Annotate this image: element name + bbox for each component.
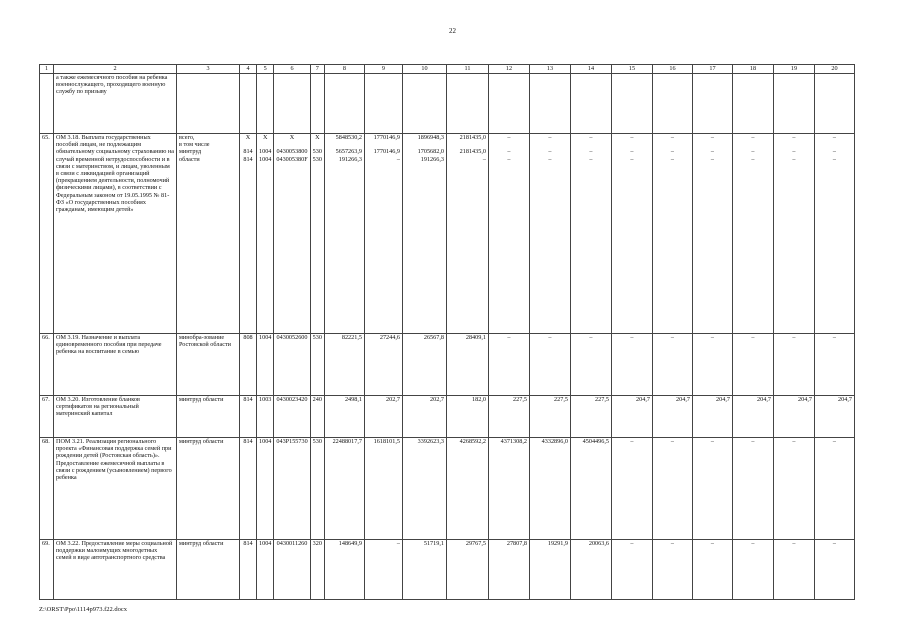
cell-c6	[274, 134, 310, 334]
amount-year: 227,5	[488, 396, 529, 438]
table-row	[40, 438, 855, 540]
sub-value	[695, 141, 730, 148]
sub-value: –	[832, 148, 836, 156]
amount-c11: 28409,1	[446, 334, 488, 396]
header-cell: 11	[446, 65, 488, 74]
sub-value: –	[670, 155, 674, 163]
sub-value: –	[710, 148, 714, 156]
code-c7: 240	[310, 396, 324, 438]
table-row	[40, 396, 855, 438]
code-c7: 530	[310, 438, 324, 540]
sub-value	[655, 141, 690, 148]
sub-value	[573, 141, 609, 148]
sub-value: в том числе	[179, 141, 210, 149]
header-cell: 16	[652, 65, 692, 74]
sub-value: –	[670, 134, 674, 141]
sub-value: –	[589, 155, 593, 163]
code-c4: 814	[240, 396, 257, 438]
code-c4: 808	[240, 334, 257, 396]
sub-value: –	[751, 134, 755, 141]
amount-c10: 3392623,3	[402, 438, 446, 540]
amount-c11: 4268592,2	[446, 438, 488, 540]
executor: минобра-зование Ростовской области	[177, 334, 240, 396]
sub-value: –	[832, 134, 836, 141]
sub-value: –	[507, 134, 511, 141]
header-cell: 3	[177, 65, 240, 74]
cell-c11	[446, 134, 488, 334]
sub-value: 191266,3	[420, 155, 444, 163]
amount-c11: 29767,5	[446, 540, 488, 600]
header-cell: 5	[257, 65, 274, 74]
sub-value: 5657263,9	[335, 148, 362, 156]
cell-year	[732, 134, 773, 334]
sub-value	[242, 141, 254, 148]
header-cell: 8	[324, 65, 364, 74]
sub-value: Х	[289, 134, 295, 141]
sub-value: 2181435,0	[459, 134, 486, 141]
sub-value: –	[792, 148, 796, 156]
measure-name: ПОМ 3.21. Реализация регионального проекта «Финансовая поддержка семей при рождении детей (Ростовская область)». Предоставление ежемесячной выплаты в связи с рождением (усыновлением) первого ребенка	[54, 438, 177, 540]
amount-c10: 202,7	[402, 396, 446, 438]
amount-year: –	[529, 334, 570, 396]
amount-year: –	[732, 438, 773, 540]
header-cell: 14	[570, 65, 611, 74]
amount-year: 204,7	[773, 396, 814, 438]
amount-c8: 82221,5	[324, 334, 364, 396]
sub-value: 5848530,2	[335, 134, 362, 141]
measure-name: ОМ 3.19. Назначение и выплата единовременного пособия при передаче ребенка на воспитание в семью	[54, 334, 177, 396]
code-c6: 043P155730	[274, 438, 310, 540]
amount-year: –	[732, 334, 773, 396]
sub-value: 1705682,0	[417, 148, 444, 156]
executor: минтруд области	[177, 396, 240, 438]
amount-year: –	[652, 334, 692, 396]
header-cell: 7	[310, 65, 324, 74]
amount-year: 204,7	[814, 396, 854, 438]
amount-year: –	[652, 438, 692, 540]
amount-year: –	[692, 540, 732, 600]
amount-year: –	[814, 540, 854, 600]
amount-year: –	[773, 438, 814, 540]
sub-value	[614, 141, 650, 148]
header-cell: 10	[402, 65, 446, 74]
sub-value: –	[548, 155, 552, 163]
table-row	[40, 540, 855, 600]
measure-name: ОМ 3.18. Выплата государственных пособий лицам, не подлежащим обязательному социальному страхованию на случай временной нетрудоспособности и в связи с материнством, и лицам, уволенным в связи с ликвидацией организаций (прекращением деятельности, полномочий физическими лицами), в соответствии с Федеральным законом от 19.05.1995 № 81-ФЗ «О государственных пособиях гражданам, имеющим детей»	[54, 134, 177, 334]
cell-year	[529, 134, 570, 334]
cell-c4	[240, 134, 257, 334]
amount-c8: 22488017,7	[324, 438, 364, 540]
continuation-row	[40, 74, 855, 134]
header-cell: 13	[529, 65, 570, 74]
header-cell: 19	[773, 65, 814, 74]
header-row	[40, 65, 855, 74]
cell-c3	[177, 134, 240, 334]
code-c4: 814	[240, 540, 257, 600]
code-c5: 1004	[257, 540, 274, 600]
row-number: 67.	[40, 396, 54, 438]
amount-year: –	[611, 334, 652, 396]
amount-year: –	[814, 438, 854, 540]
amount-c9: 27244,6	[364, 334, 402, 396]
amount-year: 204,7	[692, 396, 732, 438]
cell-c10	[402, 134, 446, 334]
sub-value	[276, 141, 307, 148]
sub-value: всего,	[179, 134, 195, 141]
code-c4: 814	[240, 438, 257, 540]
measure-name: ОМ 3.20. Изготовление бланков сертификатов на региональный материнский капитал	[54, 396, 177, 438]
sub-value	[367, 141, 400, 148]
sub-value: –	[751, 148, 755, 156]
page-number: 22	[449, 27, 456, 35]
measure-name: ОМ 3.22. Предоставление меры социальной поддержки малоимущих многодетных семей в виде автотранспортного средства	[54, 540, 177, 600]
sub-value: 530	[312, 148, 322, 156]
cell-year	[611, 134, 652, 334]
sub-value: Х	[315, 134, 320, 141]
sub-value: –	[630, 155, 634, 163]
amount-year: –	[692, 438, 732, 540]
amount-c9: –	[364, 540, 402, 600]
sub-value: –	[396, 155, 400, 163]
sub-value: 1770146,9	[373, 148, 400, 156]
amount-year: 4504496,5	[570, 438, 611, 540]
amount-year: 204,7	[732, 396, 773, 438]
sub-value	[313, 141, 322, 148]
sub-value	[405, 141, 444, 148]
sub-value: 043005380F	[276, 155, 308, 163]
code-c5: 1003	[257, 396, 274, 438]
sub-value: 530	[312, 155, 322, 163]
sub-value	[532, 141, 568, 148]
cell-year	[814, 134, 854, 334]
header-cell: 18	[732, 65, 773, 74]
table-row	[40, 334, 855, 396]
amount-year: –	[570, 334, 611, 396]
sub-value: 814	[243, 148, 253, 156]
cell-year	[570, 134, 611, 334]
sub-value: 2181435,0	[459, 148, 486, 156]
code-c7: 530	[310, 334, 324, 396]
amount-year: –	[611, 540, 652, 600]
sub-value: –	[792, 134, 796, 141]
sub-value: 1896948,3	[417, 134, 444, 141]
amount-year: –	[692, 334, 732, 396]
sub-value: –	[792, 155, 796, 163]
sub-value: –	[710, 134, 714, 141]
amount-c8: 148649,9	[324, 540, 364, 600]
amount-year: –	[488, 334, 529, 396]
header-cell: 1	[40, 65, 54, 74]
amount-year: 227,5	[570, 396, 611, 438]
cell-c5	[257, 134, 274, 334]
sub-value: –	[630, 134, 634, 141]
sub-value: –	[710, 155, 714, 163]
amount-c10: 26567,8	[402, 334, 446, 396]
amount-c9: 202,7	[364, 396, 402, 438]
header-cell: 4	[240, 65, 257, 74]
header-cell: 12	[488, 65, 529, 74]
row-number: 69.	[40, 540, 54, 600]
cell-year	[652, 134, 692, 334]
amount-year: 204,7	[611, 396, 652, 438]
amount-year: 227,5	[529, 396, 570, 438]
amount-c11: 182,0	[446, 396, 488, 438]
amount-year: 4332896,0	[529, 438, 570, 540]
amount-year: 27807,8	[488, 540, 529, 600]
header-cell: 6	[274, 65, 310, 74]
sub-value: 0430053800	[276, 148, 308, 156]
header-cell: 17	[692, 65, 732, 74]
sub-value: –	[548, 148, 552, 156]
amount-year: –	[773, 334, 814, 396]
row-number: 68.	[40, 438, 54, 540]
sub-value: –	[670, 148, 674, 156]
code-c5: 1004	[257, 334, 274, 396]
sub-value: –	[507, 148, 511, 156]
header-cell: 2	[54, 65, 177, 74]
executor: минтруд области	[177, 438, 240, 540]
row-number: 65.	[40, 134, 54, 334]
sub-value: –	[548, 134, 552, 141]
executor: минтруд области	[177, 540, 240, 600]
sub-value: 814	[243, 155, 253, 163]
cell-c9	[364, 134, 402, 334]
cell-c7	[310, 134, 324, 334]
sub-value: –	[589, 148, 593, 156]
amount-year: 204,7	[652, 396, 692, 438]
code-c6: 0430023420	[274, 396, 310, 438]
cell-year	[773, 134, 814, 334]
table-row	[40, 134, 855, 334]
code-c7: 320	[310, 540, 324, 600]
file-path: Z:\ORST\Ppo\1114p973.f22.docx	[39, 606, 127, 613]
sub-value: 1004	[259, 148, 272, 156]
amount-year: –	[611, 438, 652, 540]
sub-value: 1004	[259, 155, 272, 163]
code-c6: 0430011260	[274, 540, 310, 600]
header-cell: 9	[364, 65, 402, 74]
header-cell: 20	[814, 65, 854, 74]
amount-year: 4371308,2	[488, 438, 529, 540]
cell-c8	[324, 134, 364, 334]
amount-year: –	[732, 540, 773, 600]
amount-year: –	[773, 540, 814, 600]
amount-c10: 51719,1	[402, 540, 446, 600]
sub-value: области	[179, 155, 200, 163]
sub-value: –	[832, 155, 836, 163]
amount-c8: 2498,1	[324, 396, 364, 438]
cell-year	[692, 134, 732, 334]
sub-value	[776, 141, 812, 148]
amount-c9: 1618101,5	[364, 438, 402, 540]
amount-year: –	[814, 334, 854, 396]
amount-year: –	[652, 540, 692, 600]
cell-year	[488, 134, 529, 334]
sub-value: –	[630, 148, 634, 156]
sub-value: –	[482, 155, 486, 163]
row-number: 66.	[40, 334, 54, 396]
sub-value: Х	[262, 134, 268, 141]
header-cell: 15	[611, 65, 652, 74]
sub-value: 191266,3	[338, 155, 362, 163]
code-c5: 1004	[257, 438, 274, 540]
sub-value	[817, 141, 852, 148]
sub-value: Х	[245, 134, 251, 141]
code-c6: 0430052600	[274, 334, 310, 396]
sub-value: –	[751, 155, 755, 163]
sub-value: минтруд	[179, 148, 202, 156]
amount-year: 20063,6	[570, 540, 611, 600]
sub-value: –	[589, 134, 593, 141]
sub-value	[449, 141, 486, 148]
sub-value	[327, 141, 362, 148]
amount-year: 19291,9	[529, 540, 570, 600]
sub-value: 1770146,9	[373, 134, 400, 141]
sub-value	[259, 141, 271, 148]
sub-value	[491, 141, 527, 148]
continuation-text: а также ежемесячного пособия на ребенка военнослужащего, проходящего военную службу по призыву	[54, 74, 177, 134]
sub-value: –	[507, 155, 511, 163]
program-table	[39, 64, 855, 600]
sub-value	[735, 141, 771, 148]
